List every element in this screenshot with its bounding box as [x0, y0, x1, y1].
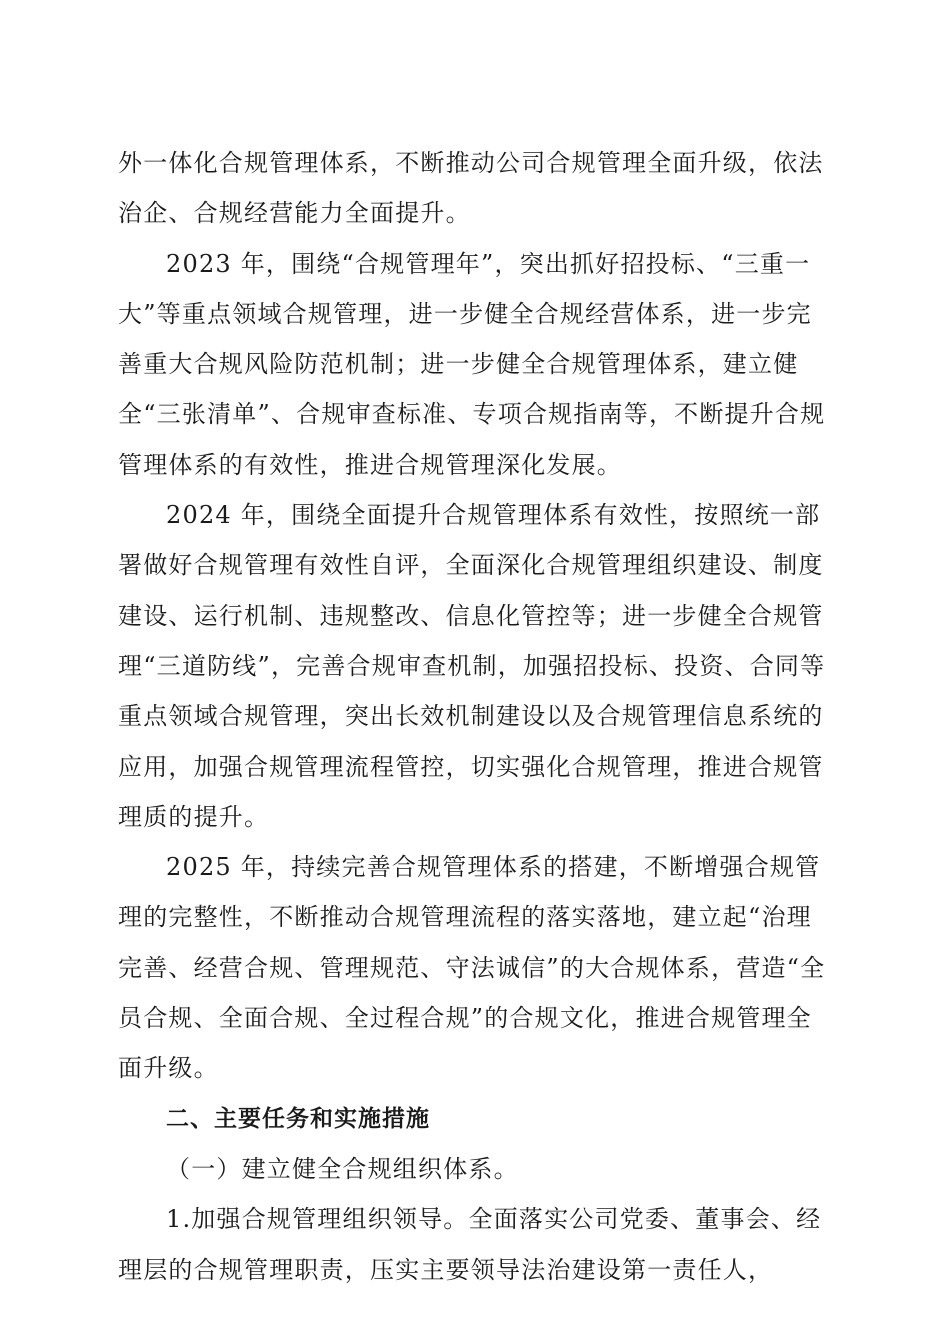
document-body — [118, 138, 830, 1295]
paragraph-continuation: 外一体化合规管理体系，不断推动公司合规管理全面升级，依法治企、合规经营能力全面提升。 — [118, 149, 824, 228]
section-heading: 二、主要任务和实施措施 — [166, 1105, 430, 1132]
subsection-heading: （一）建立健全合规组织体系。 — [166, 1154, 519, 1183]
paragraph-2024: 2024 年，围绕全面提升合规管理体系有效性，按照统一部署做好合规管理有效性自评，全面深化合规管理组织建设、制度建设、运行机制、违规整改、信息化管控等；进一步健全合规管理“三道防线”，完善合规审查机制，加强招投标、投资、合同等重点领域合规管理，突出长效机制建设以及合规管理信息系统的应用，加强合规管理流程管控，切实强化合规管理，推进合规管理质的提升。 — [118, 501, 826, 831]
list-item-1: 1.加强合规管理组织领导。全面落实公司党委、董事会、经理层的合规管理职责，压实主要领导法治建设第一责任人， — [118, 1205, 822, 1284]
paragraph-2025: 2025 年，持续完善合规管理体系的搭建，不断增强合规管理的完整性，不断推动合规管理流程的落实落地，建立起“治理完善、经营合规、管理规范、守法诚信”的大合规体系，营造“全员合规、全面合规、全过程合规”的合规文化，推进合规管理全面升级。 — [118, 853, 826, 1083]
paragraph-2023: 2023 年，围绕“合规管理年”，突出抓好招投标、“三重一大”等重点领域合规管理，进一步健全合规经营体系，进一步完善重大合规风险防范机制；进一步健全合规管理体系，建立健全“三张清单”、合规审查标准、专项合规指南等，不断提升合规管理体系的有效性，推进合规管理深化发展。 — [118, 249, 826, 479]
